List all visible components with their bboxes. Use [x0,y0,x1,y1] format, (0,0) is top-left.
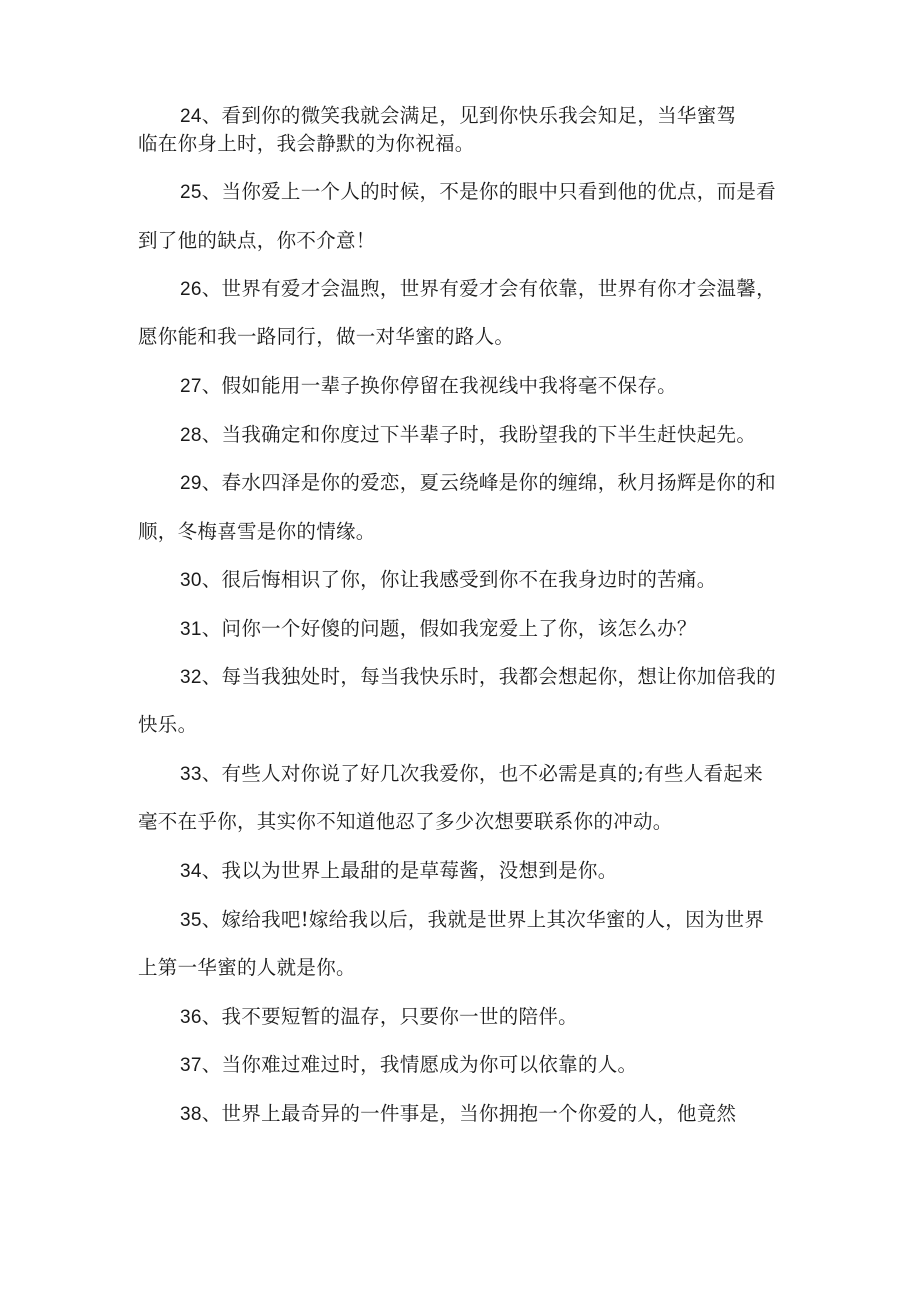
item-number: 25 [180,182,202,203]
item-32-line-1 [180,665,830,690]
item-33-line-2: 毫不在乎你，其实你不知道他忍了多少次想要联系你的冲动。 [138,810,673,833]
item-31-line-1 [180,617,830,642]
item-text: 、每当我独处时，每当我快乐时，我都会想起你，想让你加倍我的 [201,665,776,688]
item-36-line-1 [180,1005,830,1030]
item-text: 、当你难过难过时，我情愿成为你可以依靠的人。 [201,1053,638,1076]
item-37-line-1 [180,1053,830,1078]
item-33-line-1 [180,762,830,787]
item-number: 38 [180,1104,202,1125]
item-text: 、我不要短暂的温存，只要你一世的陪伴。 [201,1005,578,1028]
item-35-line-2: 上第一华蜜的人就是你。 [138,956,356,979]
item-text: 、问你一个好傻的问题，假如我宠爱上了你，该怎么办？ [201,617,697,640]
item-number: 24 [180,106,202,127]
item-text: 、当你爱上一个人的时候，不是你的眼中只看到他的优点，而是看 [201,180,776,203]
item-text: 、假如能用一辈子换你停留在我视线中我将毫不保存。 [201,374,677,397]
item-number: 34 [180,861,202,882]
item-28-line-1 [180,423,830,448]
item-24-line-2: 临在你身上时，我会静默的为你祝福。 [138,132,475,155]
item-26-line-1 [180,277,830,302]
item-38-line-1 [180,1102,830,1127]
item-text: 、世界有爱才会温煦，世界有爱才会有依靠，世界有你才会温馨， [201,277,776,300]
item-number: 31 [180,619,202,640]
item-text: 、春水四泽是你的爱恋，夏云绕峰是你的缠绵，秋月扬辉是你的和 [201,471,776,494]
item-number: 27 [180,376,202,397]
item-text: 、我以为世界上最甜的是草莓酱，没想到是你。 [201,859,618,882]
item-number: 26 [180,279,202,300]
item-number: 33 [180,764,202,785]
item-text: 、看到你的微笑我就会满足，见到你快乐我会知足，当华蜜驾 [201,104,737,127]
item-number: 35 [180,910,202,931]
item-25-line-2: 到了他的缺点，你不介意！ [138,229,376,252]
item-text: 、嫁给我吧!嫁给我以后，我就是世界上其次华蜜的人，因为世界 [201,908,765,931]
item-24-line-1 [180,104,830,129]
item-35-line-1 [180,908,830,933]
item-26-line-2: 愿你能和我一路同行，做一对华蜜的路人。 [138,325,515,348]
item-number: 32 [180,667,202,688]
item-text: 、有些人对你说了好几次我爱你，也不必需是真的;有些人看起来 [201,762,764,785]
item-25-line-1 [180,180,830,205]
item-number: 30 [180,570,202,591]
item-number: 29 [180,473,202,494]
item-29-line-2: 顺，冬梅喜雪是你的情缘。 [138,520,376,543]
item-30-line-1 [180,568,830,593]
item-text: 、很后悔相识了你，你让我感受到你不在我身边时的苦痛。 [201,568,717,591]
item-27-line-1 [180,374,830,399]
item-number: 36 [180,1007,202,1028]
item-number: 37 [180,1055,202,1076]
item-32-line-2: 快乐。 [138,713,198,736]
item-29-line-1 [180,471,830,496]
item-text: 、世界上最奇异的一件事是，当你拥抱一个你爱的人，他竟然 [201,1102,737,1125]
item-text: 、当我确定和你度过下半辈子时，我盼望我的下半生赶快起先。 [201,423,757,446]
item-34-line-1 [180,859,830,884]
item-number: 28 [180,425,202,446]
